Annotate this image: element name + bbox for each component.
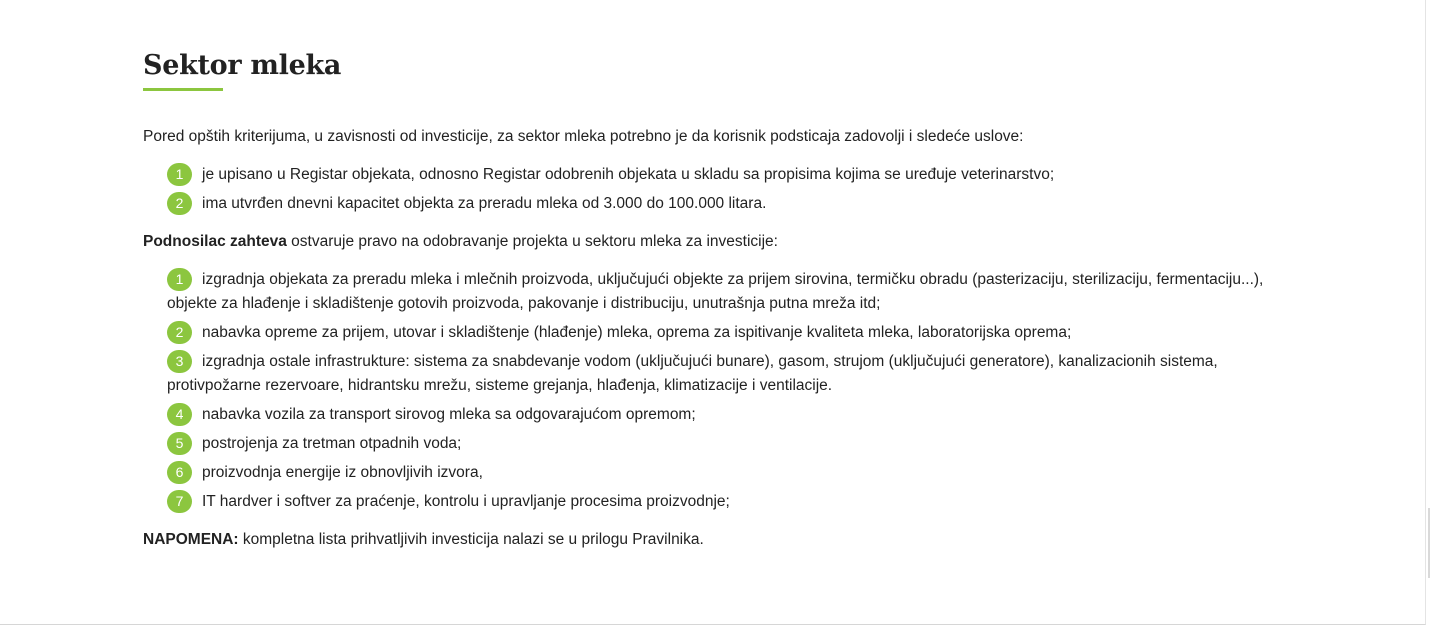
number-badge: 3	[167, 350, 192, 373]
condition-item-text: je upisano u Registar objekata, odnosno Registar odobrenih objekata u skladu sa propisima kojima se uređuje veterinarstvo;	[202, 166, 1055, 183]
investment-item	[167, 461, 1273, 485]
condition-item	[167, 192, 1273, 216]
applicant-text: ostvaruje pravo na odobravanje projekta u sektoru mleka za investicije:	[286, 233, 778, 250]
investment-item	[167, 490, 1273, 514]
note-paragraph	[143, 528, 1273, 552]
conditions-list	[143, 163, 1273, 216]
number-badge: 5	[167, 432, 192, 455]
investments-list	[143, 268, 1273, 514]
condition-item-text: ima utvrđen dnevni kapacitet objekta za preradu mleka od 3.000 do 100.000 litara.	[202, 195, 767, 212]
investment-item-text: proizvodnja energije iz obnovljivih izvora,	[202, 464, 483, 481]
investment-item	[167, 403, 1273, 427]
investment-item-text: postrojenja za tretman otpadnih voda;	[202, 435, 462, 452]
number-badge: 1	[167, 268, 192, 291]
intro-paragraph: Pored opštih kriterijuma, u zavisnosti od investicije, za sektor mleka potrebno je da korisnik podsticaja zadovolji i sledeće uslove:	[143, 128, 1024, 145]
number-badge: 2	[167, 192, 192, 215]
number-badge: 4	[167, 403, 192, 426]
investment-item	[167, 432, 1273, 456]
investment-item-text: nabavka vozila za transport sirovog mleka sa odgovarajućom opremom;	[202, 406, 696, 423]
number-badge: 2	[167, 321, 192, 344]
investment-item-text: nabavka opreme za prijem, utovar i skladištenje (hlađenje) mleka, oprema za ispitivanje kvaliteta mleka, laboratorijska oprema;	[202, 324, 1072, 341]
number-badge: 7	[167, 490, 192, 513]
applicant-bold: Podnosilac zahteva	[143, 233, 287, 250]
applicant-paragraph	[143, 230, 1273, 254]
section-title: Sektor mleka	[143, 50, 342, 81]
section-sektor-mleka	[143, 44, 1273, 552]
investment-item-text: IT hardver i softver za praćenje, kontrolu i upravljanje procesima proizvodnje;	[202, 493, 730, 510]
investment-item	[167, 321, 1273, 345]
investment-item	[167, 268, 1273, 316]
investment-item-text: izgradnja ostale infrastrukture: sistema za snabdevanje vodom (uključujući bunare), gasom, strujom (uključujući generatore), kanalizacionih sistema, protivpožarne rezervoare, hidrantsku mrežu, sisteme grejanja, hlađenja, klimatizacije i ventilacije.	[167, 353, 1218, 394]
number-badge: 6	[167, 461, 192, 484]
title-underline	[143, 88, 223, 91]
note-bold: NAPOMENA:	[143, 531, 239, 548]
investment-item-text: izgradnja objekata za preradu mleka i mlečnih proizvoda, uključujući objekte za prijem sirovina, termičku obradu (pasterizaciju, sterilizaciju, fermentaciju...), objekte za hlađenje i skladištenje gotovih proizvoda, pakovanje i distribuciju, unutrašnja putna mreža itd;	[167, 271, 1264, 312]
note-text: kompletna lista prihvatljivih investicija nalazi se u prilogu Pravilnika.	[238, 531, 704, 548]
condition-item	[167, 163, 1273, 187]
investment-item	[167, 350, 1273, 398]
number-badge: 1	[167, 163, 192, 186]
